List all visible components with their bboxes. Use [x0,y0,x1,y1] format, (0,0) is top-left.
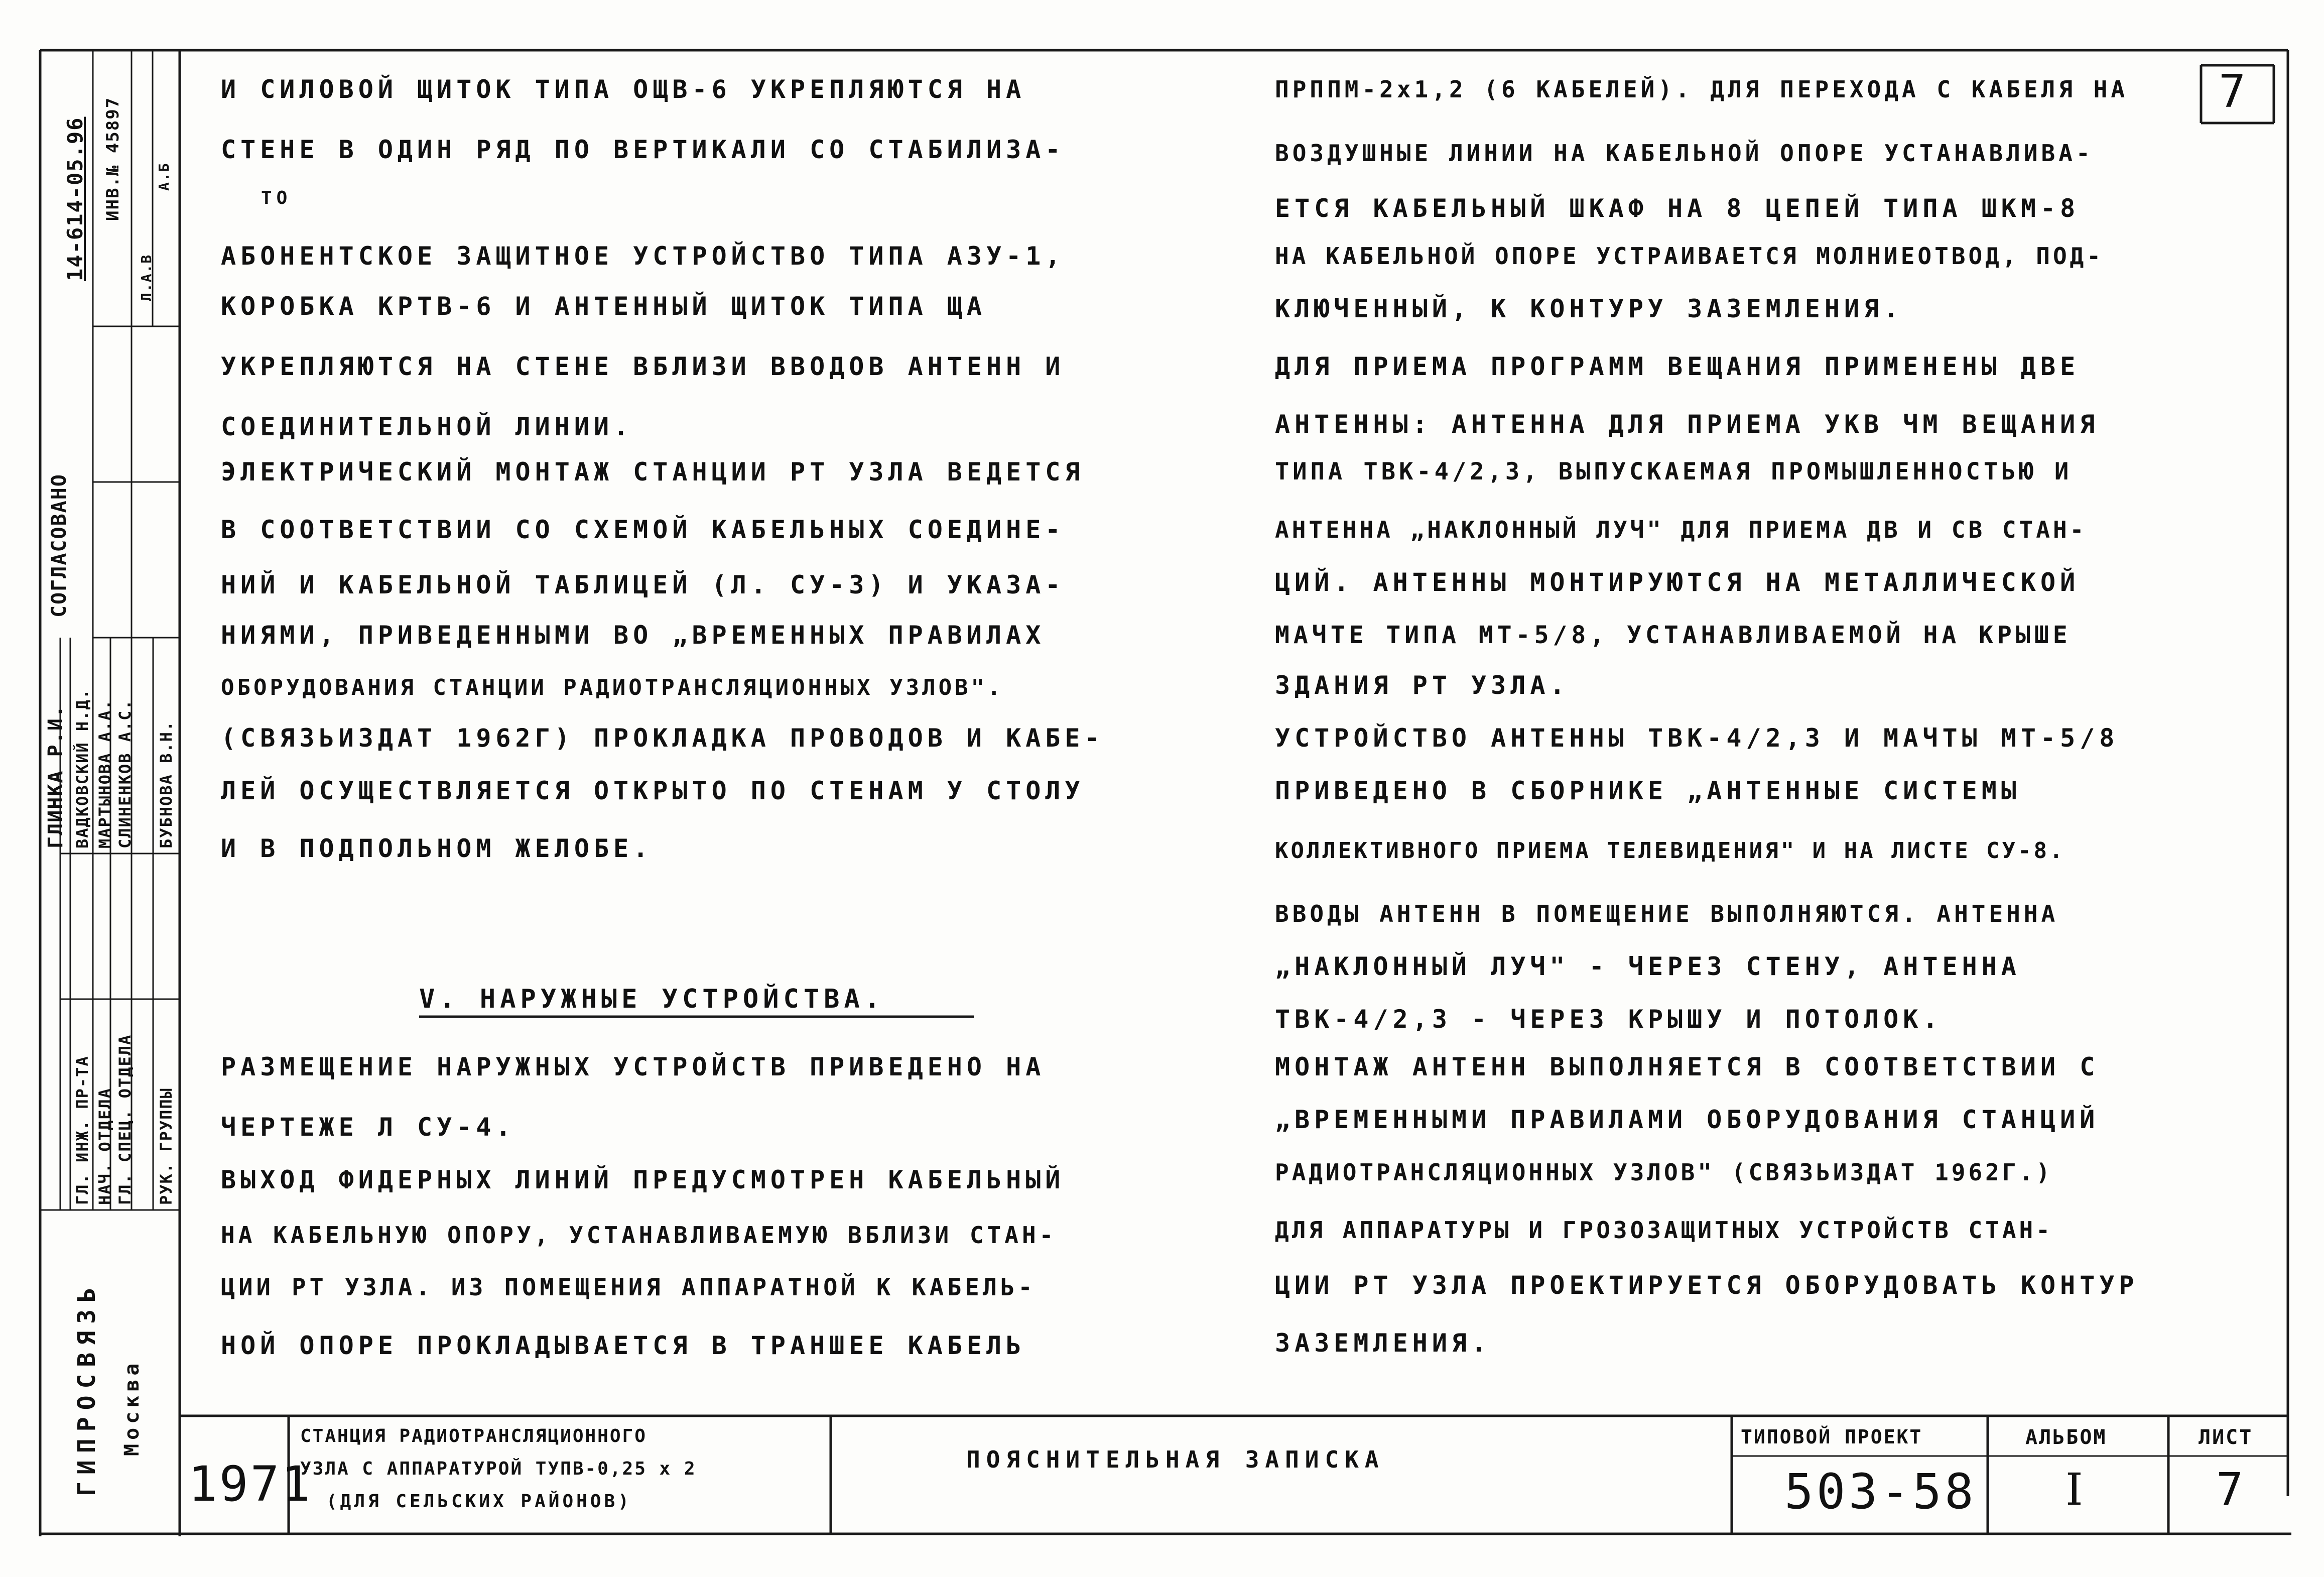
text-line: СТЕНЕ В ОДИН РЯД ПО ВЕРТИКАЛИ СО СТАБИЛИЗА- [221,135,1065,164]
stamp-name-4: СЛИНЕНКОВ А.С. [115,699,135,848]
text-line: АБОНЕНТСКОЕ ЗАЩИТНОЕ УСТРОЙСТВО ТИПА АЗУ-1, [221,241,1065,271]
text-line: КОЛЛЕКТИВНОГО ПРИЕМА ТЕЛЕВИДЕНИЯ" И НА ЛИСТЕ СУ-8. [1275,838,2065,864]
title-block-doc-title: ПОЯСНИТЕЛЬНАЯ ЗАПИСКА [966,1446,1385,1473]
stamp-small-1: Л.А.В [138,254,155,301]
text-line: НОЙ ОПОРЕ ПРОКЛАДЫВАЕТСЯ В ТРАНШЕЕ КАБЕЛЬ [221,1331,1026,1360]
title-block-desc-1: СТАНЦИЯ РАДИОТРАНСЛЯЦИОННОГО [300,1426,647,1446]
text-line: НА КАБЕЛЬНУЮ ОПОРУ, УСТАНАВЛИВАЕМУЮ ВБЛИЗИ СТАН- [221,1222,1057,1249]
text-line: ПРИВЕДЕНО В СБОРНИКЕ „АНТЕННЫЕ СИСТЕМЫ [1275,776,2021,805]
text-line: „ВРЕМЕННЫМИ ПРАВИЛАМИ ОБОРУДОВАНИЯ СТАНЦИЙ [1275,1105,2100,1134]
text-line: СОЕДИНИТЕЛЬНОЙ ЛИНИИ. [221,412,633,441]
text-line: И СИЛОВОЙ ЩИТОК ТИПА ОЩВ-6 УКРЕПЛЯЮТСЯ НА [221,75,1026,104]
text-line: КОРОБКА КРТВ-6 И АНТЕННЫЙ ЩИТОК ТИПА ЩА [221,292,986,321]
text-line: МАЧТЕ ТИПА МТ-5/8, УСТАНАВЛИВАЕМОЙ НА КРЫШЕ [1275,621,2072,649]
text-line: ЭЛЕКТРИЧЕСКИЙ МОНТАЖ СТАНЦИИ РТ УЗЛА ВЕДЕТСЯ [221,457,1085,487]
stamp-small-2: А.Б [156,162,172,191]
stamp-agreed: СОГЛАСОВАНО [48,473,71,618]
text-line: ОБОРУДОВАНИЯ СТАНЦИИ РАДИОТРАНСЛЯЦИОННЫХ УЗЛОВ". [221,675,1004,700]
stamp-name-1: ГЛИНКА Р.И. [44,704,67,848]
text-line: ВЫХОД ФИДЕРНЫХ ЛИНИЙ ПРЕДУСМОТРЕН КАБЕЛЬНЫЙ [221,1165,1065,1194]
title-block-album-label: АЛЬБОМ [2025,1426,2107,1449]
title-block-project-value: 503-58 [1784,1464,1977,1520]
title-block-album-value: I [2065,1464,2083,1515]
text-line: КЛЮЧЕННЫЙ, К КОНТУРУ ЗАЗЕМЛЕНИЯ. [1275,294,1903,323]
text-line: ВВОДЫ АНТЕНН В ПОМЕЩЕНИЕ ВЫПОЛНЯЮТСЯ. АНТЕННА [1275,900,2059,927]
text-line: НА КАБЕЛЬНОЙ ОПОРЕ УСТРАИВАЕТСЯ МОЛНИЕОТВОД, ПОД- [1275,242,2104,270]
stamp-org: ГИПРОСВЯЗЬ [73,1281,101,1496]
text-line: (СВЯЗЬИЗДАТ 1962Г) ПРОКЛАДКА ПРОВОДОВ И КАБЕ- [221,723,1104,753]
title-block-desc-3: (ДЛЯ СЕЛЬСКИХ РАЙОНОВ) [326,1491,632,1512]
text-line: ПРППМ-2x1,2 (6 КАБЕЛЕЙ). ДЛЯ ПЕРЕХОДА С КАБЕЛЯ НА [1275,76,2129,103]
text-line: ЕТСЯ КАБЕЛЬНЫЙ ШКАФ НА 8 ЦЕПЕЙ ТИПА ШКМ-8 [1275,194,2080,223]
text-line: ДЛЯ ПРИЕМА ПРОГРАММ ВЕЩАНИЯ ПРИМЕНЕНЫ ДВЕ [1275,352,2080,381]
text-line: ТИПА ТВК-4/2,3, ВЫПУСКАЕМАЯ ПРОМЫШЛЕННОСТЬЮ И [1275,458,2073,486]
text-line: ЦИЙ. АНТЕННЫ МОНТИРУЮТСЯ НА МЕТАЛЛИЧЕСКОЙ [1275,568,2080,597]
stamp-doc-code: 14-614-05.96 [63,116,87,281]
stamp-name-2: ВАДКОВСКИЙ Н.Д. [73,688,92,848]
text-line: ДЛЯ АППАРАТУРЫ И ГРОЗОЗАЩИТНЫХ УСТРОЙСТВ СТАН- [1275,1217,2053,1244]
text-line: НИЙ И КАБЕЛЬНОЙ ТАБЛИЦЕЙ (Л. СУ-3) И УКАЗА- [221,570,1065,599]
text-line: ЦИИ РТ УЗЛА ПРОЕКТИРУЕТСЯ ОБОРУДОВАТЬ КОНТУР [1275,1271,2139,1300]
stamp-name-5: БУБНОВА В.Н. [157,720,176,848]
text-line: АНТЕННЫ: АНТЕННА ДЛЯ ПРИЕМА УКВ ЧМ ВЕЩАНИЯ [1275,410,2100,439]
stamp-inv-no: ИНВ.№ 45897 [103,96,123,221]
text-line: НИЯМИ, ПРИВЕДЕННЫМИ ВО „ВРЕМЕННЫХ ПРАВИЛАХ [221,621,1046,650]
text-line: ЗДАНИЯ РТ УЗЛА. [1275,671,1570,700]
text-line: УСТРОЙСТВО АНТЕННЫ ТВК-4/2,3 И МАЧТЫ МТ-5/8 [1275,723,2119,753]
text-line: И В ПОДПОЛЬНОМ ЖЕЛОБЕ. [221,834,653,863]
text-line: МОНТАЖ АНТЕНН ВЫПОЛНЯЕТСЯ В СООТВЕТСТВИИ С [1275,1052,2100,1081]
section-heading: V. НАРУЖНЫЕ УСТРОЙСТВА. [419,984,885,1014]
stamp-role-3: ГЛ. СПЕЦ. ОТДЕЛА [115,1034,135,1205]
title-block-desc-2: УЗЛА С АППАРАТУРОЙ ТУПВ-0,25 x 2 [300,1459,697,1479]
sheet-number-box: 7 [2219,65,2246,118]
title-block-year: 1971 [188,1456,313,1512]
text-line: ВОЗДУШНЫЕ ЛИНИИ НА КАБЕЛЬНОЙ ОПОРЕ УСТАНАВЛИВА- [1275,140,2094,167]
stamp-city: Москва [120,1359,144,1456]
text-line: ТВК-4/2,3 - ЧЕРЕЗ КРЫШУ И ПОТОЛОК. [1275,1005,1943,1034]
title-block-sheet-label: ЛИСТ [2199,1426,2253,1449]
stamp-name-3: МАРТЫНОВА А.А. [95,699,114,848]
text-line: РАЗМЕЩЕНИЕ НАРУЖНЫХ УСТРОЙСТВ ПРИВЕДЕНО НА [221,1052,1046,1081]
text-line: В СООТВЕТСТВИИ СО СХЕМОЙ КАБЕЛЬНЫХ СОЕДИНЕ- [221,515,1065,544]
stamp-role-1: ГЛ. ИНЖ. ПР-ТА [73,1055,92,1205]
text-line: УКРЕПЛЯЮТСЯ НА СТЕНЕ ВБЛИЗИ ВВОДОВ АНТЕНН И [221,352,1065,381]
text-line: АНТЕННА „НАКЛОННЫЙ ЛУЧ" ДЛЯ ПРИЕМА ДВ И СВ СТАН- [1275,516,2087,543]
text-line: ЗАЗЕМЛЕНИЯ. [1275,1328,1491,1358]
text-line: РАДИОТРАНСЛЯЦИОННЫХ УЗЛОВ" (СВЯЗЬИЗДАТ 1962Г.) [1275,1159,2053,1186]
text-line: ТО [261,188,292,208]
text-line: „НАКЛОННЫЙ ЛУЧ" - ЧЕРЕЗ СТЕНУ, АНТЕННА [1275,952,2021,981]
title-block-sheet-value: 7 [2216,1464,2244,1516]
text-line: ЧЕРТЕЖЕ Л СУ-4. [221,1113,515,1142]
stamp-role-4: РУК. ГРУППЫ [157,1087,176,1205]
text-line: ЦИИ РТ УЗЛА. ИЗ ПОМЕЩЕНИЯ АППАРАТНОЙ К КАБЕЛЬ- [221,1274,1036,1301]
text-line: ЛЕЙ ОСУЩЕСТВЛЯЕТСЯ ОТКРЫТО ПО СТЕНАМ У СТОЛУ [221,776,1085,805]
title-block-project-label: ТИПОВОЙ ПРОЕКТ [1741,1426,1923,1448]
stamp-role-2: НАЧ. ОТДЕЛА [95,1087,114,1205]
